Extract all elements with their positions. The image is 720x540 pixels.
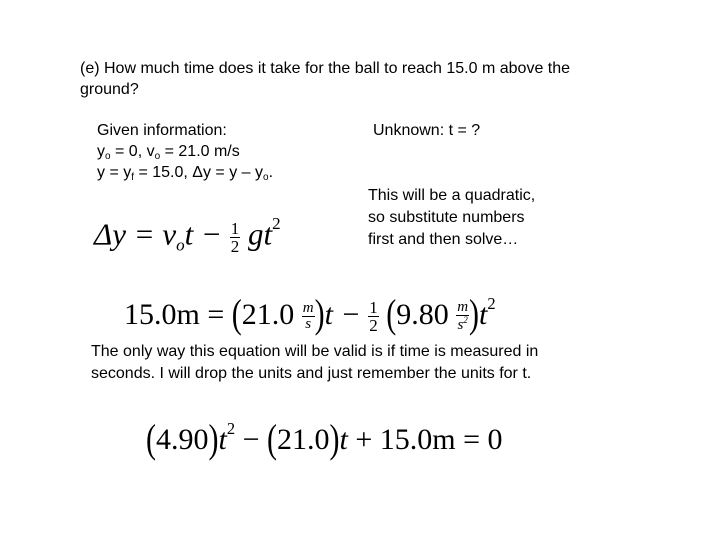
given-delta-expression: y = y – y (202, 164, 263, 181)
eq1-mid: t − (184, 216, 222, 252)
eq2-unit1-num: m (302, 300, 314, 317)
note-line-1: This will be a quadratic, (368, 187, 536, 204)
question-line-2: ground? (80, 81, 139, 98)
given-eq1: = 0, v (110, 143, 155, 160)
eq2-frac-den: 2 (369, 316, 378, 336)
eq1-half-fraction (230, 220, 241, 255)
eq2-unit2-exp: 2 (463, 315, 468, 326)
eq2-t2: t (479, 297, 488, 331)
given-yf-label: y = y (97, 164, 132, 181)
given-heading: Given information: (97, 122, 227, 139)
eq3-rest: + 15.0m = 0 (347, 422, 503, 456)
eq2-unit-velocity (302, 301, 315, 332)
quadratic-equation (146, 404, 503, 462)
given-period: . (268, 164, 274, 181)
eq2-v0-value: 21.0 (241, 297, 295, 331)
eq2-unit2-num: m (457, 299, 469, 316)
given-final-position (97, 162, 273, 188)
eq2-unit1-den: s (302, 316, 315, 332)
eq2-g-value: 9.80 (396, 297, 449, 331)
kinematic-equation (94, 200, 281, 256)
eq2-paren-open-1: ( (231, 291, 242, 337)
given-y-subscript: o (105, 151, 111, 162)
eq1-v0-subscript: o (176, 235, 185, 255)
eq2-frac-num: 1 (369, 298, 378, 318)
eq3-t2: t (339, 422, 348, 456)
eq2-lhs: 15.0m = (124, 297, 225, 331)
eq2-paren-close-2: ) (469, 291, 480, 337)
eq1-frac-num: 1 (230, 218, 240, 238)
given-v-subscript: o (154, 151, 161, 162)
delta-symbol: Δ (192, 164, 203, 181)
eq3-paren-close-2: ) (329, 416, 340, 462)
question-line-1: (e) How much time does it take for the ball to reach 15.0 m above the (80, 60, 571, 77)
eq1-gt: gt (247, 216, 273, 252)
explanation-line-2: seconds. I will drop the units and just remember the units for t. (91, 365, 532, 382)
eq3-paren-close-1: ) (208, 416, 219, 462)
eq2-half-fraction (368, 299, 379, 334)
eq2-paren-close-1: ) (314, 291, 325, 337)
eq2-unit-acceleration (456, 300, 469, 333)
eq2-unit2-den-s: s (457, 317, 464, 334)
given-y-symbol: y (97, 143, 105, 160)
eq3-t1: t (218, 422, 227, 456)
eq2-unit2-den (456, 315, 469, 333)
explanation-line-1: The only way this equation will be valid is if time is measured in (91, 343, 539, 360)
substituted-equation (124, 277, 496, 337)
eq3-minus: − (235, 422, 268, 456)
unknown-label: Unknown: t = ? (373, 122, 481, 139)
eq1-lhs: Δy = v (94, 216, 177, 252)
given-eq2: = 21.0 m/s (160, 143, 240, 160)
eq2-exponent: 2 (487, 294, 496, 313)
eq3-b-coefficient: 21.0 (277, 422, 330, 456)
eq3-paren-open-2: ( (267, 416, 278, 462)
eq3-paren-open-1: ( (146, 416, 156, 462)
eq3-exponent: 2 (226, 419, 236, 438)
eq1-exponent: 2 (272, 214, 281, 233)
given-yf-subscript: f (131, 172, 135, 183)
eq2-paren-open-2: ( (386, 291, 397, 337)
note-line-2: so substitute numbers (368, 209, 525, 226)
note-line-3: first and then solve… (368, 231, 519, 248)
eq2-t1: t − (324, 297, 361, 331)
given-yf-value: = 15.0, (134, 164, 193, 181)
given-yo-subscript: o (263, 172, 269, 183)
eq1-frac-den: 2 (230, 236, 240, 256)
eq3-a-coefficient: 4.90 (156, 422, 209, 456)
